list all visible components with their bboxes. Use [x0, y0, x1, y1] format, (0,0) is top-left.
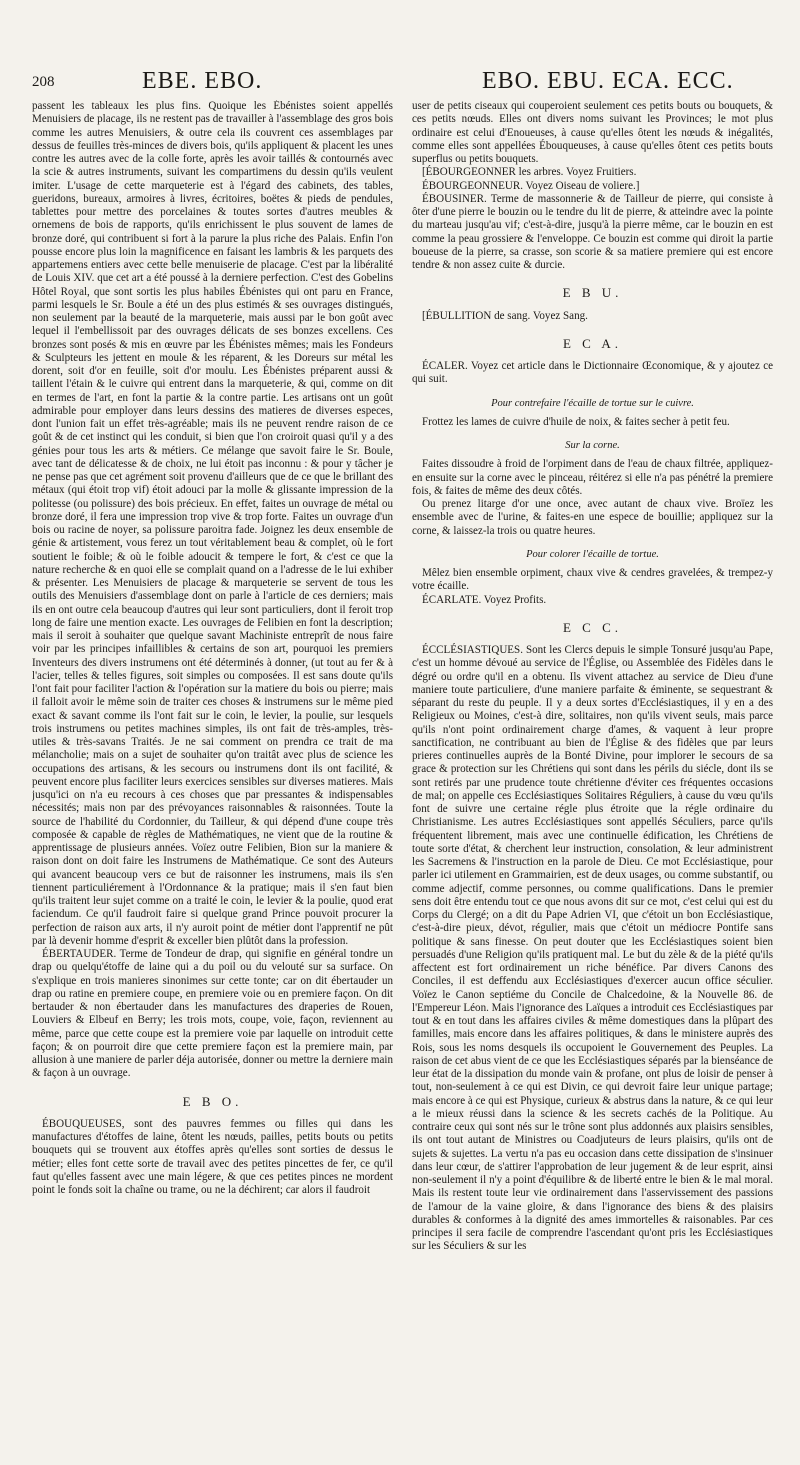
- left-running-title: EBE. EBO.: [142, 68, 263, 94]
- right-running-title: EBO. EBU. ECA. ECC.: [482, 68, 734, 94]
- entry-ebourgeonner: [ÉBOURGEONNER les arbres. Voyez Fruitiers.: [422, 166, 637, 179]
- page-number: 208: [32, 74, 55, 90]
- section-heading-ebo: E B O.: [182, 1093, 243, 1109]
- section-heading-ebu: E B U.: [562, 285, 623, 301]
- subheading-colorer-ecaille: Pour colorer l'écaille de tortue.: [526, 548, 659, 560]
- text-columns: [32, 100, 774, 1451]
- entry-ecaler: ÉCALER. Voyez cet article dans le Dictionnaire Œconomique, & y ajoutez ce qui suit.: [412, 360, 773, 386]
- left-column: [32, 100, 393, 1451]
- entry-ecclesiastiques: ÉCCLÉSIASTIQUES. Sont les Clercs depuis le simple Tonsuré jusqu'au Pape, c'est un homme dévoué au service de l'Église, ou Assemblée des Fidèles dans le dégré ou ordre qu'il en a obtenu. Ils vivent attachez au service de Dieu d'une maniere toute particuliere, d'une maniere parfaite & éminente, se sequestrant & séparant du reste du peuple. Il y a deux sortes d'Ecclésiastiques, il y en a des Religieux ou Moines, c'est-à dire, solitaires, non qu'ils vivent seuls, mais parce qu'ils n'ont point ordinairement charge d'ames, & vaquent à leur propre sanctification, ne contribuant au bien de l'Église & des fidèles que par leurs prieres continuelles auprès de la Bonté Divine, pour implorer le secours de sa grace & protection sur les Chrétiens qui sont dans les périls du siécle, dont ils se sont retirés par une prudence toute chrétienne d'éviter ces fréquentes occasions de mal; on appelle ces Ecclésiastiques Solitaires Réguliers, à cause du vœu qu'ils font de suivre une certaine régle plus étroite que la régle ordinaire du Christianisme. Les autres Ecclésiastiques sont appellés Séculiers, parce qu'ils fréquentent librement, mais avec une continuelle édification, les Chrétiens de toute sorte d'état, & cherchent leur instruction, consolation, & leur administrent les Sacremens & l'instruction en la parole de Dieu. Ce mot Ecclésiastique, pour parler ici utilement en Grammairien, est de deux usages, ou comme substantif, ou comme adjectif, comme personnes, ou comme qualifications. Dans le premier sens doit être entendu tout ce que nous avons dit sur ce mot, c'est celui qui est du Corps du Clergé; on a dit du Pape Adrien VI, que c'étoit un bon Ecclésiastique, c'est-à-dire pieux, dévot, régulier, mais que c'étoit un médiocre Pontife sans politique & sans finesse. On peut douter que les Ecclésiastiques soient bien persuadés d'une Religion qu'ils pratiquent mal. Le but du zèle & de la piété qu'ils affectent est fort ordinairement un riche bénéfice. Par divers Canons des Conciles, il est deffendu aux Ecclésiastiques d'exercer aucun office séculier. Voïez le Canon septiéme du Concile de Chalcedoine, & la Nouvelle 86. de l'Empereur Léon. Mais l'ignorance des Laïques a introduit ces Ecclésiastiques par tout & en tout dans les affaires civiles & même domestiques dans la plûpart des familles, mais encore dans les affaires politiques, & dans le ministere auprès des Rois, sous les noms desquels ils occupoient le Gouvernement des Peuples. La raison de cet abus vient de ce que les Ecclésiastiques séparés par la bienséance de leur état de la dissipation du monde vain & profane, ont plus de loisir de penser à tout, non-seulement à ce qui est Divin, ce qui devroit faire leur unique partage; mais encore à ce qui est Physique, curieux & abstrus dans la nature, & ce qui leur a le mieux réussi dans la science & les secrets cachés de la Politique. Au contraire ceux qui sont nés sur le trône sont plus addonnés aux plaisirs sensibles, ils ont tout autant de Ministres ou Coadjuteurs de leurs plaisirs, qu'ils ont de sujets & sujettes. La vertu n'a pas eu occasion dans cette dissipation de s'insinuer dans leur cœur, de s'attirer l'approbation de leur jugement & de leur esprit, ainsi non-seulement il n'y a point d'équilibre & de liberté entre le bien & le mal moral. Mais ils restent toute leur vie ordinairement dans l'asservissement des passions de l'amour de la vaine gloire, & dans l'ignorance des biens & des plaisirs durables & conformes à la dignité des ames immortelles & raisonables. Par ces principes il sera facile de comprendre l'ascendant qu'ont pris les Ecclésiastiques sur les Séculiers & sur les: [412, 644, 773, 1253]
- recipe-corne-1: Faites dissoudre à froid de l'orpiment dans de l'eau de chaux filtrée, appliquez-en ensuite sur la corne avec le pinceau, réitérez si elle n'a pas pénétré la premiere fois, & faites de même des deux côtés.: [412, 458, 773, 497]
- section-heading-eca: E C A.: [562, 335, 623, 351]
- recipe-corne-2: Ou prenez litarge d'or une once, avec autant de chaux vive. Broïez les ensemble avec de l'urine, & faites-en une espece de bouillie; appliquez sur la corne, & laissez-la trois ou quatre heures.: [412, 498, 773, 537]
- paragraph-ebenistes-cont: passent les tableaux les plus fins. Quoique les Ébénistes soient appellés Menuisiers de placage, ils ne restent pas de travailler à l'assemblage des gros bois comme les autres Menuisiers, & outre cela ils couvrent ces assemblages par dessus de feuilles très-minces de divers bois, qu'ils appliquent & placent les unes contre les autres avec de la colle forte, après les avoir taillés & contournés avec la scie & autres instruments, suivant les compartimens du dessin qu'ils veulent imiter. L'usage de cette marqueterie est à l'égard des cabinets, des tables, gueridons, bureaux, armoires à livres, écritoires, boëtes & pieds de pendules, tablettes pour mettre des porcelaines & toutes sortes d'autres meubles & ornemens de bois de rapports, qu'ils enrichissent le plus souvent de lames de bronze doré, qui contribuent si fort à la parure la plus riche des Palais. Enfin l'on pousse encore plus loin la magnificence en faisant les lambris & les parquets des appartemens entiers avec cette belle menuiserie de placage. C'est par la libéralité de Louis XIV. que cet art a été poussé à la derniere perfection. C'est des Gobelins Hôtel Royal, que sont sortis les plus habiles Ébénistes qui ont paru en France, parmi lesquels le Sr. Boule a été un des plus estimés & ses ouvrages distingués, non seulement par la beauté de la marqueterie, mais aussi par le bon goût avec lequel il l'embellissoit par des ouvrages délicats de ses bonzes excellens. Ces bronzes sont posés & mis en œuvre par les Ébénistes mêmes; mais les Fondeurs & Sculpteurs les jettent en moule & les réparent, & les Doreurs sur métal les dorent, soit d'or en feuille, soit d'or moulu. Les Ébénistes préparent aussi & taillent l'étain & le cuivre qui entrent dans la marqueterie, & qui, comme on dit en termes de l'art, en font la partie & la contre partie. Les artisans ont un goût admirable pour employer dans leurs dessins des matieres de diverses especes, dont l'union fait un effet très-agréable; mais ils ne peuvent rendre raison de ce goût & de cet instinct qui les conduit, si bien que l'on croiroit quasi qu'il y a des génies pour tous les arts & métiers. Ce mélange que savoit faire le Sr. Boule, avec tant de délicatesse & de choix, ne lui étoit pas inconnu : & pour y tâcher je ne pense pas que cet agrément soit provenu d'ailleurs que de ce que le brillant des métaux (qui étoit trop vif) étoit adouci par la molle & glissante impression de la politesse (ou polissure) des bois précieux. En effet, faites un ouvrage de métal ou bronze doré, il fera une impression trop vive & trop forte. Faites un ouvrage d'un bois ou racine de noyer, sa polissure paroitra fade. Joignez les deux ensemble de génie & artistement, vous ferez un tout véritablement beau & complet, où le fort soutient le foible; & où le foible adoucit & tempere le fort, & c'est ce que la nature recherche & en quoi elle se complait quand on a l'adresse de le lui exhiber & présenter. Les Menuisiers de placage & marqueterie se servent de tous les outils des Menuisiers d'assemblage dont on parle à l'article de ces derniers; mais ils en ont outre cela beaucoup d'autres qui leur sont particuliers, dont il feroit trop long de faire une mention exacte. Les ouvrages de Felibien en font la description; mais il seroit à souhaiter que quelque savant Machiniste entreprît de nous faire voir par les principes infaillibles & certains de son art, pourquoi les premiers Inventeurs des divers instrumens ont été déterminés à donner, (ut tout au fer & à l'acier, telles & telles figures, soit simples ou composées. Il est sans doute qu'ils l'ont fait pour faciliter l'action & l'opération sur la matiere du bois ou pierre; mais il falloit avoir le même soin de traiter ces choses & instrumens sur le même pied exact & savant comme ils l'ont fait sur le coin, le levier, la poulie, sur lesquels trois instrumens ou petites machines simples, ils ont fait de très-amples, très-utiles & très-savans Traités. Je ne sai comment on prendra ce trait de ma mélancholie; mais on a sujet de souhaiter qu'on traitât avec plus de science les occupations des artisans, & les secours ou instrumens dont ils ont facilité, & peuvent encore plus faciliter leurs exercices sensibles sur diverses matieres. Mais jusqu'ici on n'a eu recours à ces choses que par pressantes & indispensables nécessités; mais non par des prévoyances raisonnables & raisonnées. Toute la source de l'habilité du Cordonnier, du Tailleur, & qui dépend d'une coupe très composée & capable de règles de Mathématiques, ne vient que de la routine & apprentissage de plusieurs années. Voïez outre Felibien, Bion sur la maniere & raison dont on doit faire les Instrumens de Mathématique. Ce sont des Auteurs qui avancent beaucoup vers ce but de raisonner les instrumens, mais ils s'en tiennent particuliérement à l'Ordonnance & la pratique; mais il s'en faut bien qu'ils traitent leur sujet comme on a traité le coin, le levier & la poulie, quod erat faciendum. Ce qu'il faudroit faire si quelque grand Prince pouvoit procurer la perfection de raison aux arts, il n'y auroit point de métier dont l'apprentif ne pût par là devenir homme d'esprit & exceller bien plûtôt dans la profession.: [32, 100, 393, 947]
- subheading-contrefaire-ecaille: Pour contrefaire l'écaille de tortue sur le cuivre.: [491, 397, 694, 409]
- entry-ecarlate: ÉCARLATE. Voyez Profits.: [422, 593, 547, 606]
- entry-ebertauder: ÉBERTAUDER. Terme de Tondeur de drap, qui signifie en général tondre un drap ou quelqu'étoffe de laine qui a du poil ou du velouté sur sa surface. On s'explique en trois manieres sinonimes sur cette tonte; car on dit ébertauder un drap ou ratine en premiere coupe, en premiere voie ou en premiere façon. On dit bertauder & non ébertauder dans les manufactures des draperies de Rouen, Louviers & Elbeuf en Berry; les trois mots, coupe, voie, façon, reviennent au même, parce que cette coupe est la premiere voie par laquelle on introduit cette façon; & on pourroit dire que cette premiere façon est la premiere main, par allusion à une maniere de parler déja autorisée, donner ou mettre la derniere main & façon à un ouvrage.: [32, 948, 393, 1080]
- entry-ebullition: [ÉBULLITION de sang. Voyez Sang.: [422, 309, 588, 322]
- recipe-colorer: Mêlez bien ensemble orpiment, chaux vive & cendres gravelées, & trempez-y votre écaille.: [412, 567, 773, 593]
- entry-ebouqueuses: ÉBOUQUEUSES, sont des pauvres femmes ou filles qui dans les manufactures d'étoffes de laine, ôtent les nœuds, pailles, petits bouts ou petits bouquets qui se trouvent aux étoffes après qu'elles sont sorties de dessus le métier; elles font cette sorte de travail avec des petites pincettes de fer, ce qu'il faut qu'elles fassent avec une main légere, & que ces petites pinces ne mordent point le fonds soit la chaîne ou trame, ou ne la déchirent; car alors il faudroit: [32, 1117, 393, 1196]
- section-heading-ecc: E C C.: [562, 619, 623, 635]
- recipe-cuivre: Frottez les lames de cuivre d'huile de noix, & faites secher à petit feu.: [422, 415, 730, 428]
- paragraph-ebouqueuses-cont: user de petits ciseaux qui couperoient seulement ces petits bouts ou bouquets, & ces petits nœuds. Elles ont divers noms suivant les Provinces; le mot plus ordinaire est celui d'Enoueuses, à cause qu'elles ôtent les nœuds & inégalités, comme elles sont appellées Ébouqueuses, à cause qu'elles ôtent ces petits bouts superflus ou petits bouquets.: [412, 100, 773, 165]
- right-column: [412, 100, 773, 1451]
- entry-ebourgeonneur: ÉBOURGEONNEUR. Voyez Oiseau de voliere.]: [422, 179, 640, 192]
- entry-ebousiner: ÉBOUSINER. Terme de massonnerie & de Tailleur de pierre, qui consiste à ôter d'une pierre le bouzin ou le tendre du lit de pierre, & atteindre avec la pointe du marteau jusqu'au vif; c'est-à-dire, jusqu'à la pierre même, car le bouzin en est comme la peau grossiere & l'enveloppe. Ce bouzin est comme qui diroit la partie boueuse de la pierre, sa crasse, son scorie & sa matiere premiere qui est encore tendre & non assez cuite & durcie.: [412, 192, 773, 271]
- subheading-sur-la-corne: Sur la corne.: [565, 440, 620, 451]
- running-header: [32, 66, 774, 96]
